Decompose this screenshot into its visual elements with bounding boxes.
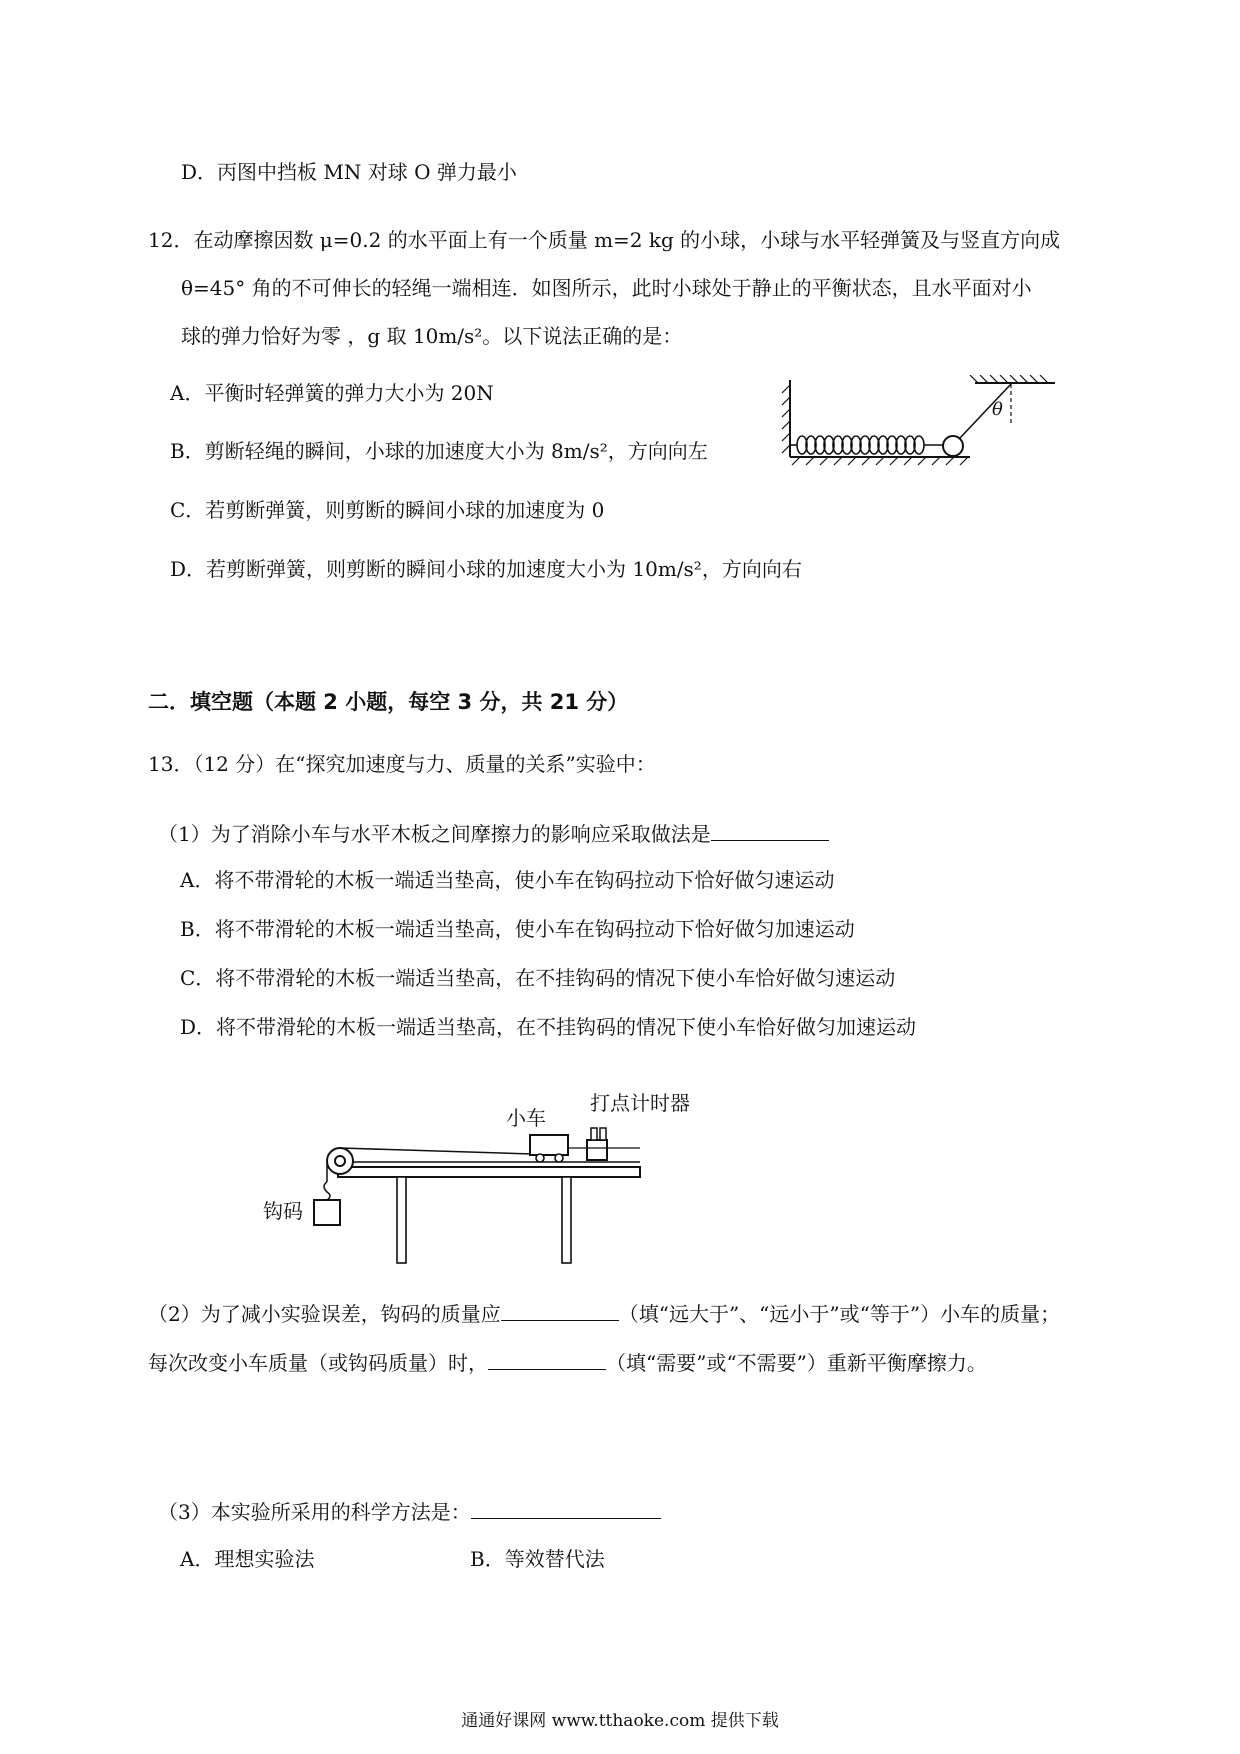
q12-stem-line2: θ=45° 角的不可伸长的轻绳一端相连．如图所示，此时小球处于静止的平衡状态，且水平面对小 [181, 276, 1032, 300]
q13-part1-option-a: A．将不带滑轮的木板一端适当垫高，使小车在钩码拉动下恰好做匀速运动 [180, 868, 835, 892]
q13-part3-blank[interactable] [471, 1498, 661, 1519]
q13-part1 [158, 820, 829, 846]
experiment-figure [310, 1120, 650, 1265]
weight-label: 钩码 [263, 1199, 303, 1223]
q13-part1-option-d: D．将不带滑轮的木板一端适当垫高，在不挂钩码的情况下使小车恰好做匀加速运动 [180, 1015, 917, 1039]
q11-option-d: D．丙图中挡板 MN 对球 O 弹力最小 [181, 160, 517, 184]
q13-part2-line2 [148, 1349, 987, 1375]
q12-option-a: A．平衡时轻弹簧的弹力大小为 20N [170, 381, 494, 405]
q12-option-b: B．剪断轻绳的瞬间，小球的加速度大小为 8m/s²，方向向左 [170, 439, 708, 463]
q13-part3-option-a: A．理想实验法 [180, 1547, 315, 1571]
section2-title: 二．填空题（本题 2 小题，每空 3 分，共 21 分） [148, 690, 629, 714]
q13-part2-line1 [148, 1300, 1060, 1326]
footer-text: 通通好课网 www.tthaoke.com 提供下载 [461, 1711, 779, 1731]
q12-option-c: C．若剪断弹簧，则剪断的瞬间小球的加速度为 0 [170, 498, 605, 522]
q12-stem-line1: 12．在动摩擦因数 μ=0.2 的水平面上有一个质量 m=2 kg 的小球，小球与水平轻弹簧及与竖直方向成 [148, 228, 1061, 252]
q13-part3 [158, 1498, 661, 1524]
timer-label: 打点计时器 [590, 1091, 690, 1115]
q13-part2-text-b: （填“远大于”、“远小于”或“等于”）小车的质量； [618, 1302, 1061, 1326]
q13-part2-text-a: （2）为了减小实验误差，钩码的质量应 [148, 1302, 501, 1326]
q13-part1-option-b: B．将不带滑轮的木板一端适当垫高，使小车在钩码拉动下恰好做匀加速运动 [180, 917, 855, 941]
q12-stem-line3: 球的弹力恰好为零 ，g 取 10m/s²。以下说法正确的是： [181, 324, 683, 348]
q13-part2-text-d: （填“需要”或“不需要”）重新平衡摩擦力。 [606, 1351, 987, 1375]
theta-label: θ [992, 399, 1003, 420]
q13-part1-option-c: C．将不带滑轮的木板一端适当垫高，在不挂钩码的情况下使小车恰好做匀速运动 [180, 966, 896, 990]
q13-part3-option-b: B．等效替代法 [470, 1547, 605, 1571]
cart-label: 小车 [506, 1106, 546, 1130]
q13-part1-text: （1）为了消除小车与水平木板之间摩擦力的影响应采取做法是 [158, 822, 711, 846]
q13-part2-text-c: 每次改变小车质量（或钩码质量）时， [148, 1351, 488, 1375]
spring-ball-figure [780, 375, 1060, 470]
q13-part1-blank[interactable] [711, 820, 829, 841]
q13-part2-blank2[interactable] [488, 1349, 606, 1370]
q12-option-d: D．若剪断弹簧，则剪断的瞬间小球的加速度大小为 10m/s²，方向向右 [170, 557, 802, 581]
q13-part2-blank1[interactable] [501, 1300, 619, 1321]
q13-part3-text: （3）本实验所采用的科学方法是： [158, 1500, 471, 1524]
q13-stem: 13．（12 分）在“探究加速度与力、质量的关系”实验中： [148, 752, 656, 776]
